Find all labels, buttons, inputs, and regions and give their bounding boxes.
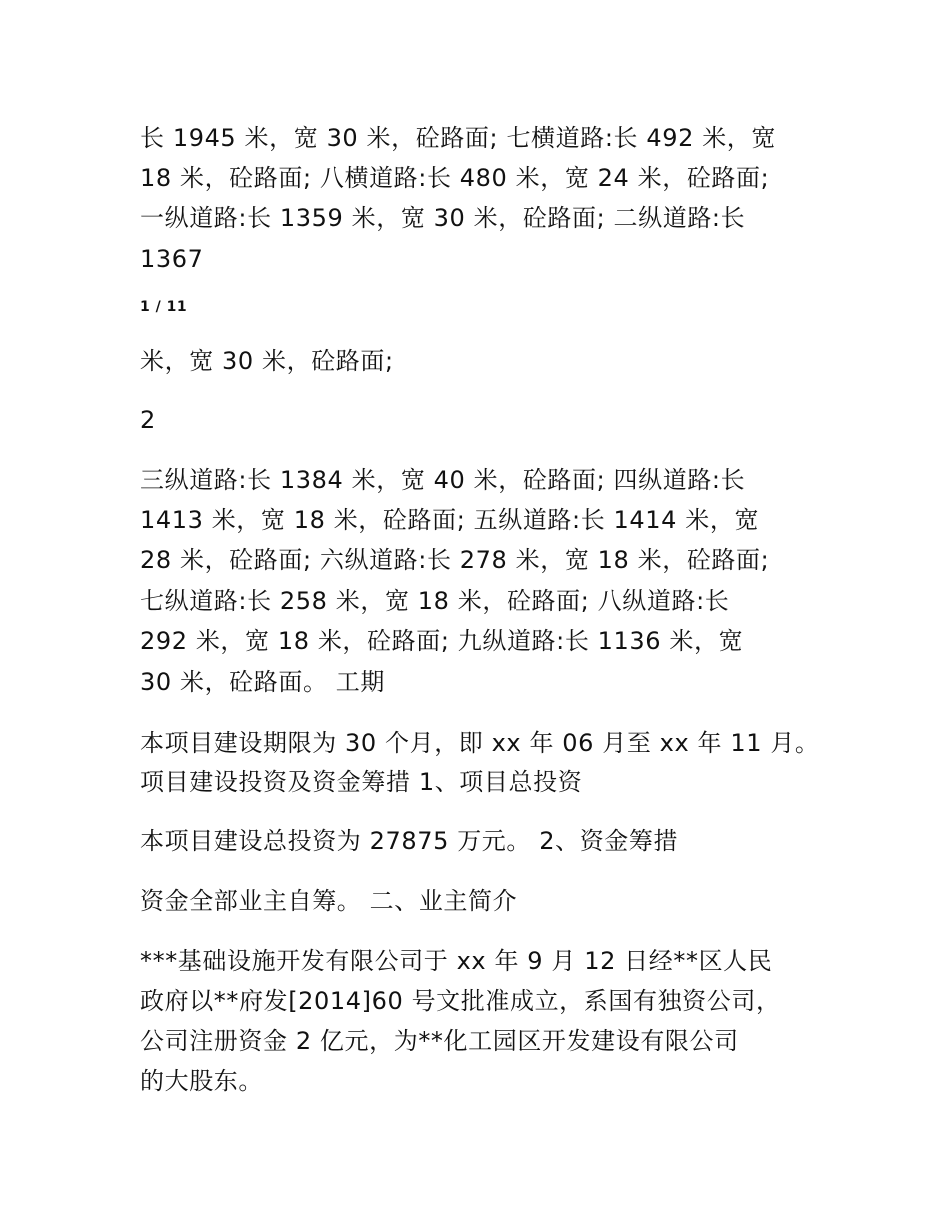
text-line: 28 米，砼路面; 六纵道路:长 278 米，宽 18 米，砼路面; xyxy=(140,546,770,574)
text-line: 长 1945 米，宽 30 米，砼路面; 七横道路:长 492 米，宽 xyxy=(140,124,776,152)
text-line: 政府以**府发[2014]60 号文批准成立，系国有独资公司， xyxy=(140,987,781,1015)
text-line: 1413 米，宽 18 米，砼路面; 五纵道路:长 1414 米，宽 xyxy=(140,506,760,534)
text-line: 18 米，砼路面; 八横道路:长 480 米，宽 24 米，砼路面; xyxy=(140,164,770,192)
text-line: 本项目建设期限为 30 个月，即 xx 年 06 月至 xx 年 11 月。 xyxy=(140,729,820,757)
page-number: 1 / 11 xyxy=(140,299,188,315)
text-line: 的大股东。 xyxy=(140,1067,263,1095)
text-line: 1367 xyxy=(140,245,204,273)
text-line: ***基础设施开发有限公司于 xx 年 9 月 12 日经**区人民 xyxy=(140,947,773,975)
text-line: 公司注册资金 2 亿元，为**化工园区开发建设有限公司 xyxy=(140,1027,739,1055)
text-line: 三纵道路:长 1384 米，宽 40 米，砼路面; 四纵道路:长 xyxy=(140,466,746,494)
text-line: 米，宽 30 米，砼路面; xyxy=(140,347,394,375)
text-line: 本项目建设总投资为 27875 万元。 2、资金筹措 xyxy=(140,827,679,855)
text-line: 项目建设投资及资金筹措 1、项目总投资 xyxy=(140,768,583,796)
text-line: 292 米，宽 18 米，砼路面; 九纵道路:长 1136 米，宽 xyxy=(140,627,744,655)
text-line: 30 米，砼路面。 工期 xyxy=(140,668,385,696)
text-line: 资金全部业主自筹。 二、业主简介 xyxy=(140,887,518,915)
text-line: 一纵道路:长 1359 米，宽 30 米，砼路面; 二纵道路:长 xyxy=(140,204,746,232)
text-line: 七纵道路:长 258 米，宽 18 米，砼路面; 八纵道路:长 xyxy=(140,587,730,615)
text-line: 2 xyxy=(140,406,156,434)
